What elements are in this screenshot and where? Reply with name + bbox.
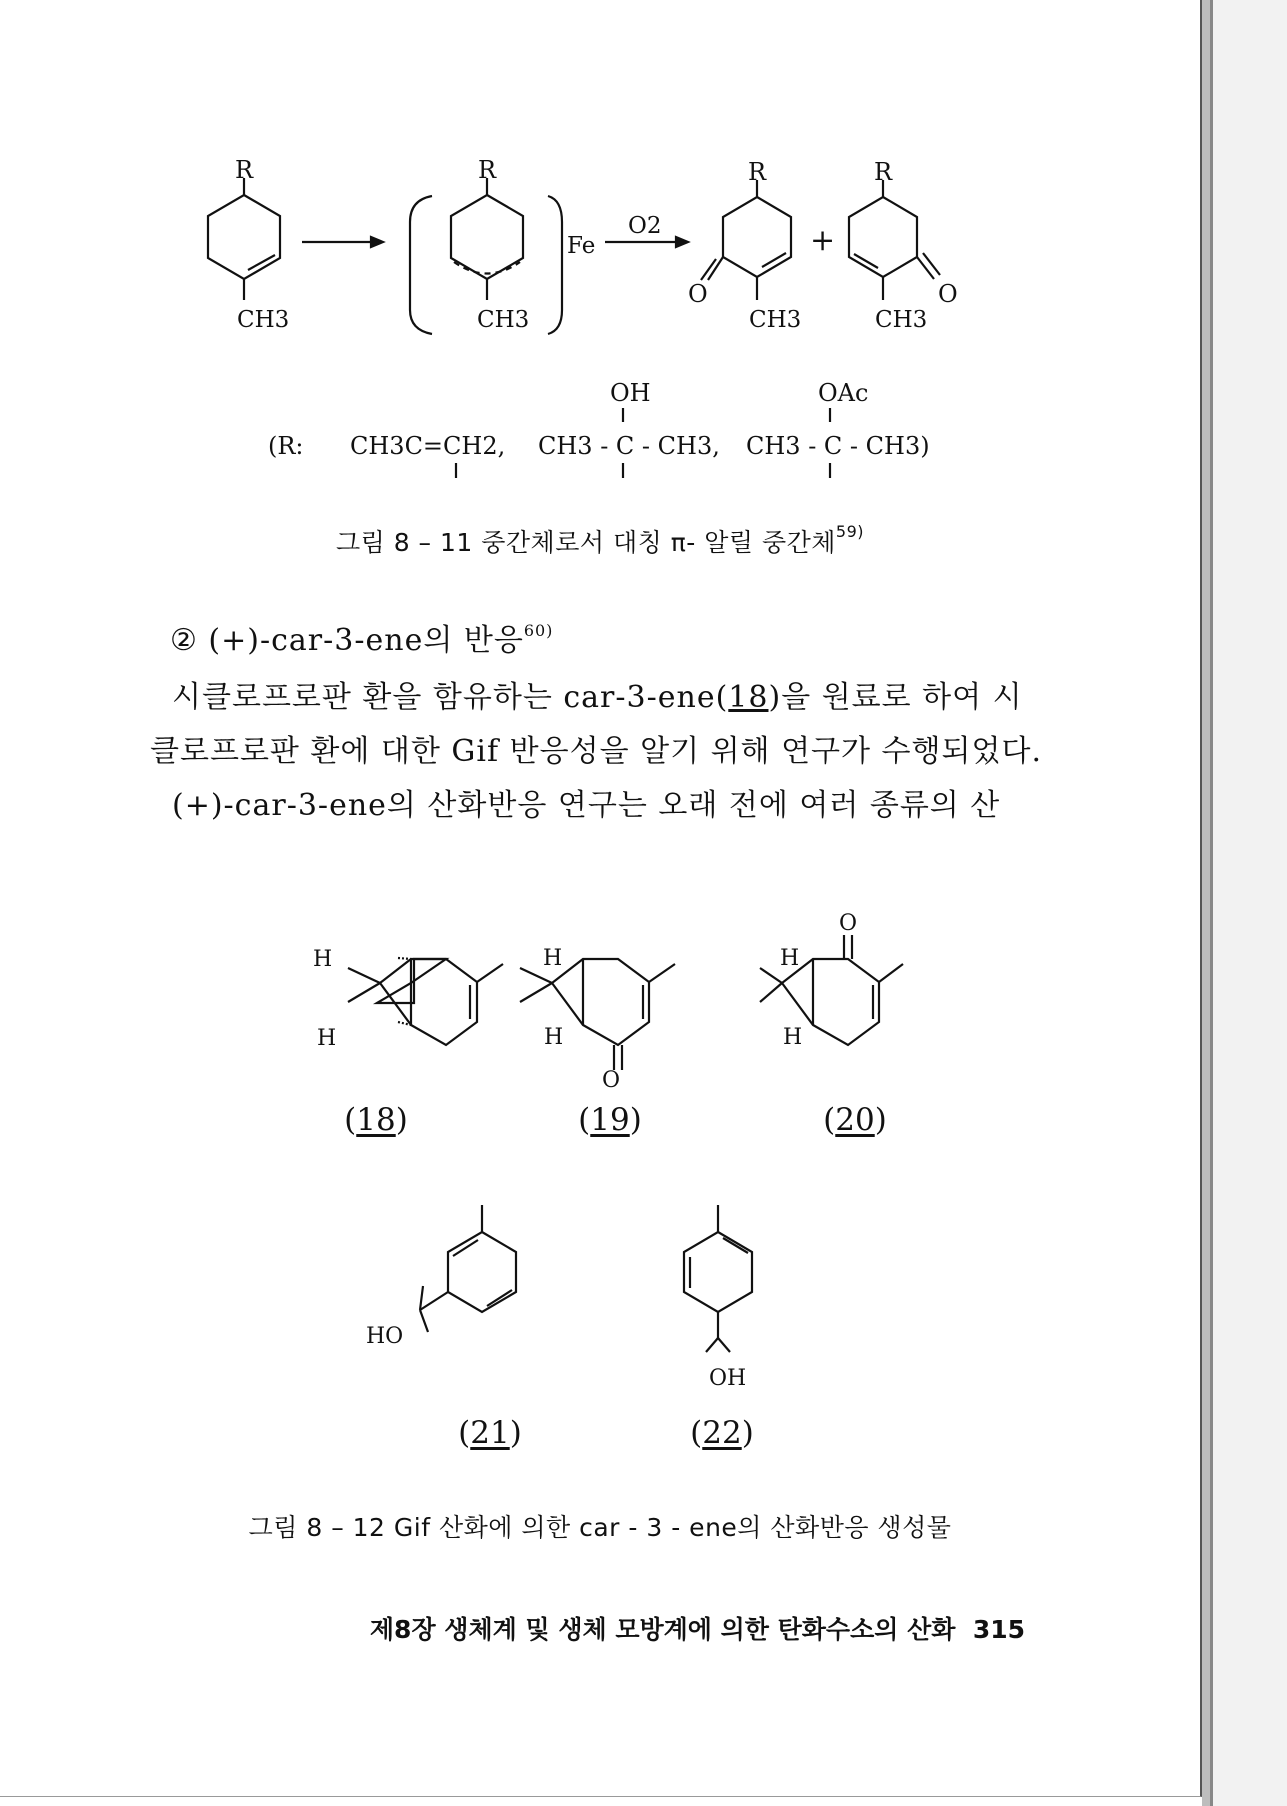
structure-21 bbox=[420, 1205, 516, 1332]
r-label: R bbox=[478, 156, 497, 184]
ch3-label: CH3 bbox=[749, 307, 802, 333]
figure-caption-8-12 bbox=[0, 1508, 1200, 1544]
r-label: R bbox=[235, 156, 254, 184]
compound-label-19: (19) bbox=[578, 1102, 642, 1138]
ch3-label: CH3 bbox=[875, 307, 928, 333]
page-footer bbox=[0, 1610, 1025, 1646]
r-group-2: CH3 - C - CH3, bbox=[538, 432, 720, 460]
ch3-label: CH3 bbox=[237, 307, 290, 333]
h-label: H bbox=[543, 946, 563, 971]
h-label: H bbox=[317, 1026, 337, 1051]
compound-label-21: (21) bbox=[458, 1415, 522, 1451]
paragraph-line-3: (+)-car-3-ene의 산화반응 연구는 오래 전에 여러 종류의 산 bbox=[172, 788, 1001, 823]
structure-18 bbox=[348, 958, 503, 1045]
compound-label-18: (18) bbox=[344, 1102, 408, 1138]
o2-label: O2 bbox=[628, 213, 662, 239]
fe-label: Fe bbox=[567, 233, 596, 259]
paragraph-line-2: 클로프로판 환에 대한 Gif 반응성을 알기 위해 연구가 수행되었다. bbox=[150, 734, 1042, 769]
o-label: O bbox=[602, 1068, 621, 1093]
compound-ref-18: 18 bbox=[728, 680, 769, 715]
r-group-3: CH3 - C - CH3) bbox=[746, 432, 930, 460]
oh-label: OH bbox=[709, 1366, 747, 1391]
h-label: H bbox=[783, 1025, 803, 1050]
line1-part-b: )을 원료로 하여 시 bbox=[768, 680, 1023, 715]
h-label: H bbox=[544, 1025, 564, 1050]
caption-reference: 59) bbox=[835, 522, 865, 541]
o-label: O bbox=[938, 280, 958, 308]
r-definition-prefix: (R: bbox=[268, 432, 304, 460]
o-label: O bbox=[839, 911, 858, 936]
r-group-3-top: OAc bbox=[818, 379, 869, 407]
caption-text: 그림 8 – 12 Gif 산화에 의한 car - 3 - ene의 산화반응 생성물 bbox=[248, 1513, 952, 1542]
page-margin-background bbox=[1213, 0, 1287, 1806]
r-group-1: CH3C=CH2, bbox=[350, 432, 506, 460]
h-label: H bbox=[313, 947, 333, 972]
ch3-label: CH3 bbox=[477, 307, 530, 333]
r-label: R bbox=[874, 158, 893, 186]
page-number: 315 bbox=[972, 1615, 1025, 1644]
structure-19 bbox=[520, 959, 675, 1070]
r-group-2-top: OH bbox=[610, 379, 651, 407]
chapter-title: 제8장 생체계 및 생체 모방계에 의한 탄화수소의 산화 bbox=[369, 1615, 956, 1644]
section-reference: 60) bbox=[523, 621, 554, 640]
caption-text: 그림 8 – 11 중간체로서 대칭 π- 알릴 중간체 bbox=[335, 528, 836, 557]
h-label: H bbox=[780, 946, 800, 971]
plus-sign: + bbox=[810, 223, 836, 258]
structure-22 bbox=[684, 1205, 752, 1352]
compound-label-20: (20) bbox=[823, 1102, 887, 1138]
compound-label-22: (22) bbox=[690, 1415, 754, 1451]
r-label: R bbox=[748, 158, 767, 186]
page-edge bbox=[1202, 0, 1210, 1806]
o-label: O bbox=[688, 280, 708, 308]
section-heading-text: ② (+)-car-3-ene의 반응 bbox=[170, 623, 524, 658]
ho-label: HO bbox=[366, 1324, 404, 1349]
line1-part-a: 시클로프로판 환을 함유하는 car-3-ene( bbox=[172, 680, 729, 715]
